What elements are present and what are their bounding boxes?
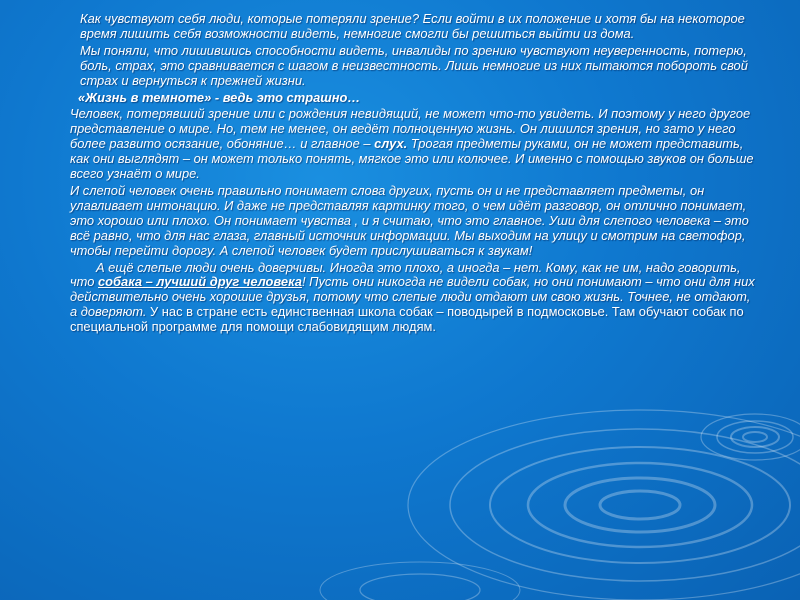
ripple-ring [528, 463, 752, 547]
hearing-emphasis: слух. [374, 136, 408, 152]
ripple-ring [600, 491, 680, 519]
ripple-ring [408, 410, 800, 600]
paragraph-life-in-darkness: «Жизнь в темноте» - ведь это страшно… [78, 89, 361, 105]
paragraph-dogs [70, 261, 760, 336]
ripple-ring [490, 447, 790, 563]
slide-text-body [70, 12, 760, 337]
paragraph-understanding: Мы поняли, что лишившись способности видеть, инвалиды по зрению чувствуют неуверенность, потерю, боль, страх, это сравнивается с шагом в неизвестность. Лишь немногие из них пытаются побороть свой страх и вернуться к прежней жизни. [80, 42, 748, 88]
paragraph-dogs-text-a: А ещё слепые люди очень доверчивы. Иногда это плохо, а иногда – нет. Кому, как не им, надо говорить, что [70, 259, 741, 290]
paragraph-blind-person-text-a: Человек, потерявший зрение или с рождения невидящий, не может что-то увидеть. И поэтому у него другое представление о мире. Но, тем не менее, он ведёт полноценную жизнь. Он лишился зрения, но зато у него более развито осязание, обоняние… и главное – [70, 106, 751, 152]
paragraph-blind-person-text-c: Трогая предметы руками, он не может представить, как они выглядят – он может только понять, мягкое это или колючее. И именно с помощью звуков он больше всего узнаёт о мире. [70, 136, 754, 182]
paragraph-dogs-text-c: ! Пусть они никогда не видели собак, но они понимают – что они для них действительно очень хорошие друзья, потому что слепые люди отдают им свою жизнь. Точнее, не отдают, а доверяют. [70, 274, 755, 320]
ripple-ring [450, 429, 800, 581]
paragraph-guide-dog-school: У нас в стране есть единственная школа собак – поводырей в подмосковье. Там обучают собак по специальной программе для помощи слабовидящим людям. [70, 304, 744, 335]
paragraph-question: Как чувствуют себя люди, которые потеряли зрение? Если войти в их положение и хотя бы на некоторое время лишить себя возможности видеть, немногие смогли бы решиться выйти из дома. [80, 11, 745, 41]
ripple-ring [320, 562, 520, 600]
ripple-ring [565, 478, 715, 532]
paragraph-blind-person [70, 107, 760, 182]
paragraph-intonation: И слепой человек очень правильно понимает слова других, пусть он и не представляет предметы, он улавливает интонацию. И даже не представляя картинку того, о чем идёт разговор, он отлично понимает, это хорошо или плохо. Он понимает чувства , и я считаю, что это главное. Уши для слепого человека – это всё равно, что для нас глаза, главный источник информации. Мы выходим на улицу и смотрим на светофор, чтобы перейти дорогу. А слепой человек будет прислушиваться к звукам! [70, 182, 749, 258]
dog-best-friend-emphasis: собака – лучший друг человека [98, 274, 302, 290]
ripple-ring [360, 574, 480, 600]
ripple-ring [743, 432, 767, 442]
